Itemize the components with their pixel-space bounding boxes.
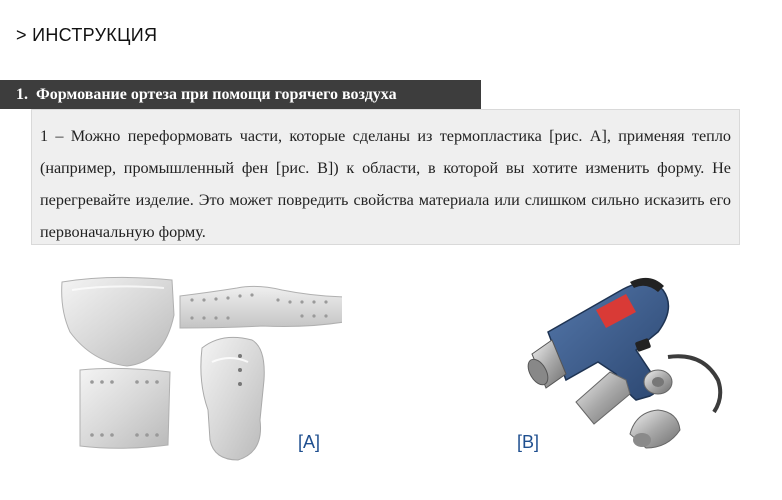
- section-number: 1.: [16, 86, 28, 103]
- figure-b-caption: [B]: [517, 432, 540, 452]
- instruction-box: [31, 109, 740, 245]
- breadcrumb: [16, 25, 157, 46]
- section-title: Формование ортеза при помощи горячего воздуха: [36, 86, 397, 103]
- breadcrumb-arrow: >: [16, 25, 27, 45]
- figure-a-caption: [A]: [298, 432, 321, 452]
- section-title-bar: [0, 80, 481, 109]
- heat-gun-illustration: [518, 262, 728, 464]
- breadcrumb-label: ИНСТРУКЦИЯ: [32, 25, 158, 45]
- instruction-paragraph: 1 – Можно переформовать части, которые сделаны из термопластика [рис. A], применяя тепло (например, промышленный фен [рис. B]) к области, в которой вы хотите изменить форму. Не перегревайте изделие. Это может повредить свойства материала или слишком сильно исказить его первоначальную форму.: [40, 127, 731, 241]
